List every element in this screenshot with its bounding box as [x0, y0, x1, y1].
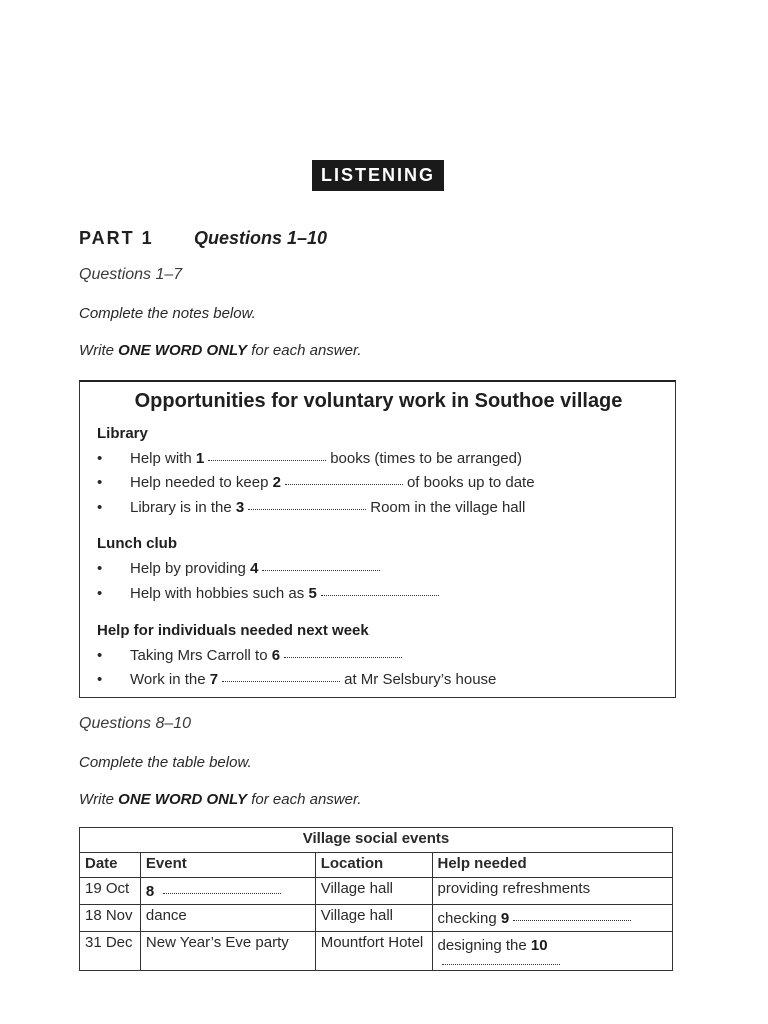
instr-pre: Write [79, 342, 119, 359]
note-text: Library is in the [130, 499, 236, 516]
word-limit-instruction-1 [79, 342, 362, 359]
answer-blank-2[interactable] [285, 483, 403, 485]
answer-blank-7[interactable] [222, 680, 340, 682]
notes-title: Opportunities for voluntary work in Southoe village [134, 390, 623, 412]
answer-blank-3[interactable] [248, 508, 366, 510]
notes-instruction: Complete the notes below. [79, 305, 256, 322]
answer-blank-8[interactable] [163, 892, 281, 894]
section-heading-library: Library [97, 425, 148, 442]
table-header-row [80, 853, 673, 878]
bullet-icon: • [97, 450, 103, 467]
location-cell: Mountfort Hotel [315, 932, 432, 971]
part-heading [79, 228, 328, 249]
location-cell: Village hall [315, 878, 432, 905]
bullet-icon: • [97, 560, 103, 577]
table-row [80, 932, 673, 971]
table-instruction: Complete the table below. [79, 754, 252, 771]
question-number: 2 [272, 474, 281, 491]
event-cell: New Year’s Eve party [140, 932, 315, 971]
bullet-icon: • [97, 499, 103, 516]
note-text: Help by providing [130, 560, 251, 577]
event-cell [140, 878, 315, 905]
date-cell: 19 Oct [80, 878, 141, 905]
answer-blank-4[interactable] [262, 569, 380, 571]
village-events-table [79, 827, 673, 971]
questions-1-7-subhead: Questions 1–7 [79, 266, 183, 283]
question-number: 8 [145, 883, 155, 900]
questions-8-10-subhead: Questions 8–10 [79, 715, 192, 732]
answer-blank-9[interactable] [513, 919, 631, 921]
question-number: 5 [308, 585, 317, 602]
note-text: Room in the village hall [370, 499, 526, 516]
question-number: 10 [530, 937, 548, 954]
answer-blank-10[interactable] [442, 963, 560, 965]
date-cell: 31 Dec [80, 932, 141, 971]
part-label: PART 1 [79, 228, 154, 248]
instr-pre: Write [79, 791, 119, 808]
instr-post: for each answer. [247, 791, 362, 808]
answer-blank-5[interactable] [321, 594, 439, 596]
help-text: checking [437, 910, 501, 927]
bullet-icon: • [97, 585, 103, 602]
bullet-icon: • [97, 474, 103, 491]
question-number: 9 [500, 910, 510, 927]
note-text: Taking Mrs Carroll to [130, 647, 272, 664]
column-header: Location [315, 853, 432, 878]
note-text: books (times to be arranged) [330, 450, 522, 467]
section-heading-lunch-club: Lunch club [97, 535, 177, 552]
table-row [80, 905, 673, 932]
event-cell: dance [140, 905, 315, 932]
question-number: 1 [195, 450, 205, 467]
column-header: Event [140, 853, 315, 878]
location-cell: Village hall [315, 905, 432, 932]
word-limit-instruction-2 [79, 791, 362, 808]
column-header: Date [80, 853, 141, 878]
notes-box [79, 380, 676, 698]
note-text: Help with [130, 450, 196, 467]
question-number: 6 [271, 647, 281, 664]
table-caption: Village social events [80, 828, 673, 853]
note-text: at Mr Selsbury’s house [344, 671, 497, 688]
help-text: designing the [437, 937, 531, 954]
table-caption-row [80, 828, 673, 853]
table-row [80, 878, 673, 905]
instr-post: for each answer. [247, 342, 362, 359]
answer-blank-1[interactable] [208, 459, 326, 461]
question-number: 3 [235, 499, 245, 516]
column-header: Help needed [432, 853, 673, 878]
listening-banner: LISTENING [312, 160, 444, 191]
note-text: Help needed to keep [130, 474, 273, 491]
question-number: 7 [209, 671, 219, 688]
note-text: Work in the [130, 671, 210, 688]
part-question-range: Questions 1–10 [194, 228, 328, 248]
note-text: of books up to date [406, 474, 535, 491]
help-cell: providing refreshments [432, 878, 673, 905]
help-cell [432, 905, 673, 932]
section-heading-individuals: Help for individuals needed next week [97, 622, 369, 639]
instr-bold: ONE WORD ONLY [118, 342, 248, 359]
bullet-icon: • [97, 647, 103, 664]
answer-blank-6[interactable] [284, 656, 402, 658]
date-cell: 18 Nov [80, 905, 141, 932]
note-text: Help with hobbies such as [130, 585, 309, 602]
instr-bold: ONE WORD ONLY [118, 791, 248, 808]
bullet-icon: • [97, 671, 103, 688]
help-cell [432, 932, 673, 971]
question-number: 4 [250, 560, 259, 577]
